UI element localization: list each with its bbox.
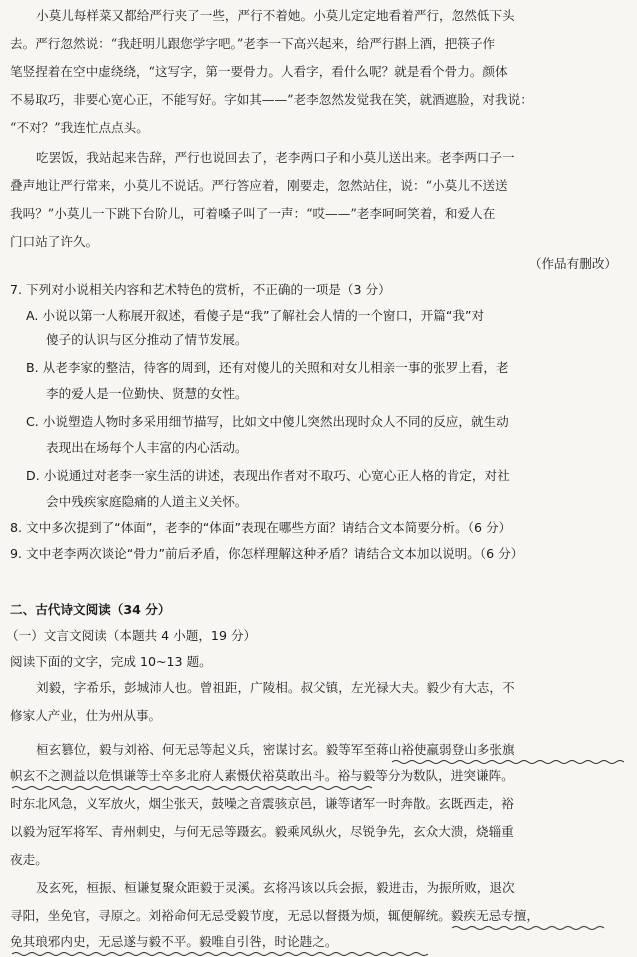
passage-line: 去。严行忽然说：“我赶明儿跟您学字吧。”老李一下高兴起来，给严行斟上酒，把筷子作: [10, 36, 496, 51]
classical-line: 寻阳，坐免官，寻原之。刘裕命何无忌受毅节度，无忌以督摄为烦，辄便解统。毅疾无忌专擅，: [10, 908, 539, 923]
option-b: B. 从老李家的整洁，待客的周到，还有对傻儿的关照和对女儿相亲一事的张罗上看，老: [26, 360, 509, 375]
wavy-underline: [12, 953, 428, 956]
wavy-underline: [392, 761, 624, 764]
passage-line: 叠声地让严行常来，小莫儿不说话。严行答应着，刚要走，忽然站住，说：“小莫儿不送送: [10, 178, 508, 193]
classical-line: 修家人产业，仕为州从事。: [10, 708, 162, 723]
option-c-cont: 表现出在场每个人丰富的内心活动。: [46, 440, 248, 455]
option-d: D. 小说通过对老李一家生活的讲述，表现出作者对不取巧、心宽心正人格的肯定，对社: [26, 468, 510, 483]
classical-line: 桓玄篡位，毅与刘裕、何无忌等起义兵，密谋讨玄。毅等军至蒋山裕使羸弱登山多张旗: [36, 742, 515, 757]
wavy-underline: [452, 927, 604, 930]
option-a: A. 小说以第一人称展开叙述，看傻子是“我”了解社会人情的一个窗口，开篇“我”对: [26, 308, 485, 323]
classical-line: 免其琅邪内史，无忌遂与毅不平。毅唯自引咎，时论韪之。: [10, 934, 338, 949]
option-a-cont: 傻子的认识与区分推动了情节发展。: [46, 332, 248, 347]
classical-line-underlined: 帜玄不之测益以危惧谦等士卒多北府人素慑伏裕莫敢出斗。裕与毅等分为数队，进突谦阵。: [10, 768, 514, 783]
passage-line: 笔竖捏着在空中虚绕绕，“这写字，第一要骨力。人看字，看什么呢？就是看个骨力。颜体: [10, 64, 508, 79]
passage-line: 小莫儿每样菜又都给严行夹了一些，严行不着她。小莫儿定定地看着严行，忽然低下头: [36, 8, 515, 23]
option-b-cont: 李的爱人是一位勤快、贤慧的女性。: [46, 386, 248, 401]
wavy-underline: [12, 787, 372, 790]
question-9: 9. 文中老李两次谈论“骨力”前后矛盾，你怎样理解这种矛盾？请结合文本加以说明。（6 分）: [10, 546, 524, 561]
classical-line: 刘毅，字希乐，彭城沛人也。曾祖距，广陵相。叔父镇，左光禄大夫。毅少有大志，不: [36, 680, 515, 695]
section-title: 二、古代诗文阅读（34 分）: [10, 602, 171, 617]
passage-line: 我吗？”小莫儿一下跳下台阶儿，可着嗓子叫了一声：“哎——”老李呵呵笑着，和爱人在: [10, 206, 496, 221]
question-7: 7. 下列对小说相关内容和艺术特色的赏析，不正确的一项是（3 分）: [10, 282, 391, 297]
passage-line: “不对？”我连忙点点头。: [10, 120, 149, 135]
reading-instruction: 阅读下面的文字，完成 10~13 题。: [10, 654, 212, 669]
passage-line: 门口站了许久。: [10, 234, 99, 249]
question-8: 8. 文中多次提到了“体面”，老李的“体面”表现在哪些方面？请结合文本简要分析。（6 分）: [10, 520, 512, 535]
option-c: C. 小说塑造人物时多采用细节描写，比如文中傻儿突然出现时众人不同的反应，就生动: [26, 414, 509, 429]
classical-line: 时东北风急，义军放火，烟尘张天，鼓噪之音震骇京邑，谦等诸军一时奔散。玄既西走，裕: [10, 796, 514, 811]
source-note: （作品有删改）: [528, 256, 617, 271]
classical-line: 夜走。: [10, 852, 48, 867]
section-subtitle: （一）文言文阅读（本题共 4 小题，19 分）: [6, 628, 257, 643]
passage-line: 不易取巧，非要心宽心正，不能写好。字如其——”老李忽然发觉我在笑，就酒遮脸，对我说：: [10, 92, 533, 107]
classical-line: 以毅为冠军将军、青州刺史，与何无忌等蹑玄。毅乘风纵火，尽锐争先，玄众大溃，烧辎重: [10, 824, 514, 839]
classical-line: 及玄死，桓振、桓谦复聚众距毅于灵溪。玄将冯该以兵会振，毅进击，为振所败，退次: [36, 880, 515, 895]
option-d-cont: 会中残疾家庭隐痛的人道主义关怀。: [46, 494, 248, 509]
passage-line: 吃罢饭，我站起来告辞，严行也说回去了，老李两口子和小莫儿送出来。老李两口子一: [36, 150, 515, 165]
